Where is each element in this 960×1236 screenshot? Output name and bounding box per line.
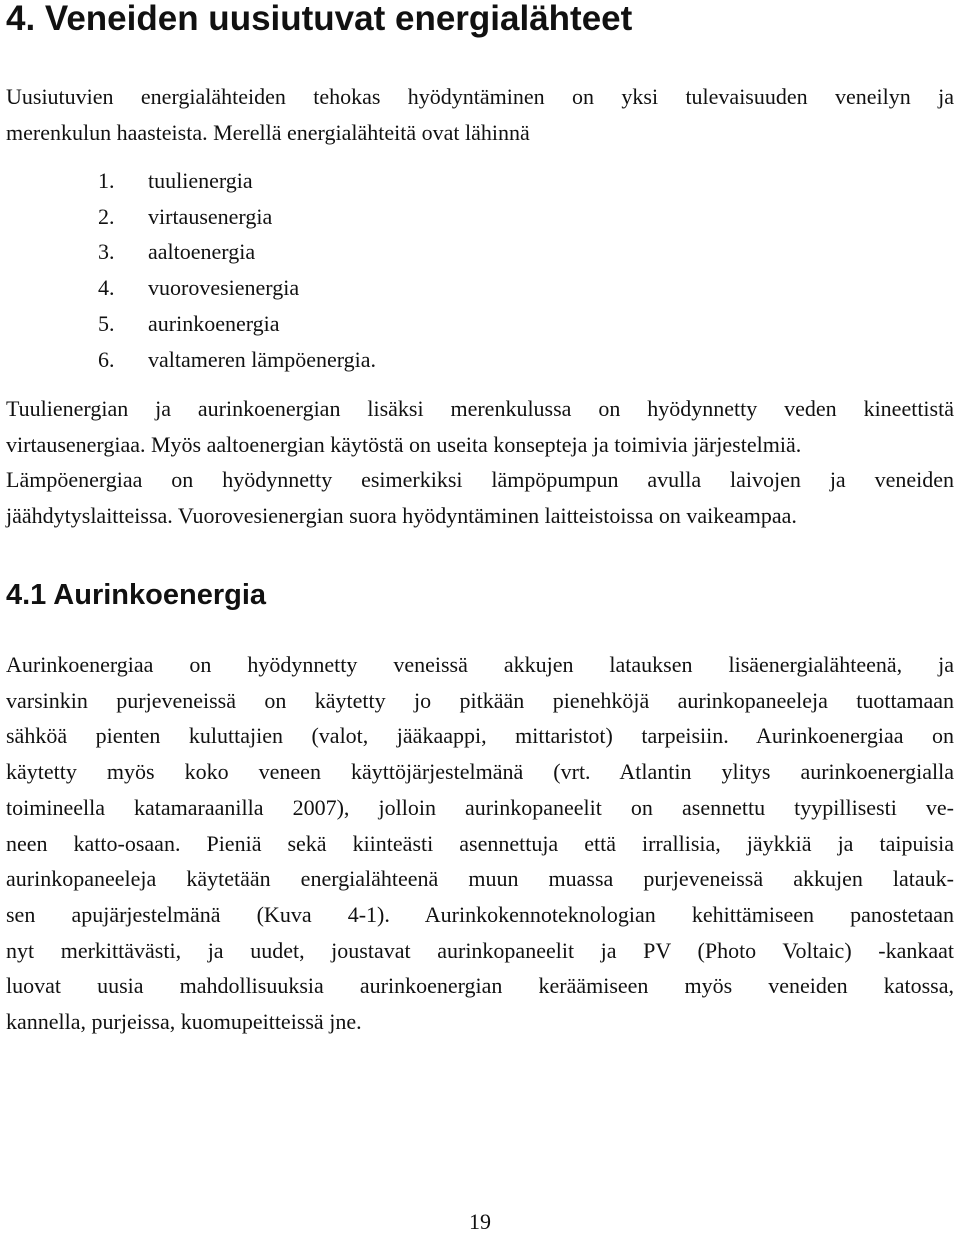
list-item-label: vuorovesienergia (148, 275, 300, 301)
list-item (98, 199, 376, 235)
list-item (98, 163, 376, 199)
paragraph-line: Uusiutuvien energialähteiden tehokas hyödyntäminen on yksi tulevaisuuden veneilyn ja (6, 84, 954, 109)
list-item-label: virtausenergia (148, 203, 273, 229)
paragraph-line: merenkulun haasteista. Merellä energialähteitä ovat lähinnä (6, 119, 530, 145)
list-item-number: 5. (98, 310, 115, 336)
paragraph-line: jäähdytyslaitteissa. Vuorovesienergian suora hyödyntäminen laitteistoissa on vaikeampaa. (6, 503, 797, 529)
paragraph-line: sen apujärjestelmänä (Kuva 4-1). Aurinkokennoteknologian kehittämiseen panostetaan (6, 901, 954, 927)
paragraph-line: kannella, purjeissa, kuomupeitteissä jne. (6, 1009, 362, 1035)
paragraph-line: aurinkopaneeleja käytetään energialähteenä muun muassa purjeveneissä akkujen latauk- (6, 866, 954, 892)
energy-usage-paragraph (6, 391, 954, 534)
list-item (98, 306, 376, 342)
list-item-number: 2. (98, 203, 115, 229)
list-item (98, 342, 376, 378)
solar-energy-paragraph (6, 647, 954, 1040)
intro-paragraph (6, 79, 954, 150)
paragraph-line: Tuulienergian ja aurinkoenergian lisäksi merenkulussa on hyödynnetty veden kineettistä (6, 396, 954, 421)
paragraph-line: nyt merkittävästi, ja uudet, joustavat aurinkopaneelit ja PV (Photo Voltaic) -kankaat (6, 937, 954, 963)
section-heading: 4. Veneiden uusiutuvat energialähteet (6, 0, 633, 38)
paragraph-line: varsinkin purjeveneissä on käytetty jo pitkään pienehköjä aurinkopaneeleja tuottamaan (6, 687, 954, 713)
paragraph-line: käytetty myös koko veneen käyttöjärjestelmänä (vrt. Atlantin ylitys aurinkoenergialla (6, 759, 954, 785)
paragraph-line: Aurinkoenergiaa on hyödynnetty veneissä akkujen latauksen lisäenergialähteenä, ja (6, 652, 954, 677)
paragraph-line: Lämpöenergiaa on hyödynnetty esimerkiksi lämpöpumpun avulla laivojen ja veneiden (6, 467, 954, 493)
subsection-heading: 4.1 Aurinkoenergia (6, 579, 267, 611)
paragraph-line: sähköä pienten kuluttajien (valot, jääkaappi, mittaristot) tarpeisiin. Aurinkoenergiaa on (6, 723, 954, 749)
energy-source-list (98, 163, 376, 377)
list-item-label: tuulienergia (148, 168, 253, 193)
paragraph-line: virtausenergiaa. Myös aaltoenergian käytöstä on useita konsepteja ja toimivia järjestelmiä. (6, 431, 802, 457)
list-item-number: 6. (98, 346, 115, 372)
paragraph-line: neen katto-osaan. Pieniä sekä kiinteästi asennettuja että irrallisia, jäykkiä ja taipuisia (6, 830, 954, 856)
list-item-label: aaltoenergia (148, 239, 256, 265)
paragraph-line: luovat uusia mahdollisuuksia aurinkoenergian keräämiseen myös veneiden katossa, (6, 973, 954, 999)
page-number: 19 (469, 1209, 491, 1234)
list-item (98, 270, 376, 306)
list-item-number: 3. (98, 239, 115, 265)
list-item-label: aurinkoenergia (148, 310, 280, 336)
list-item-label: valtameren lämpöenergia. (148, 346, 377, 372)
list-item-number: 1. (98, 168, 115, 193)
list-item-number: 4. (98, 275, 115, 301)
list-item (98, 234, 376, 270)
paragraph-line: toimineella katamaraanilla 2007), jolloin aurinkopaneelit on asennettu tyypillisesti ve- (6, 794, 954, 820)
